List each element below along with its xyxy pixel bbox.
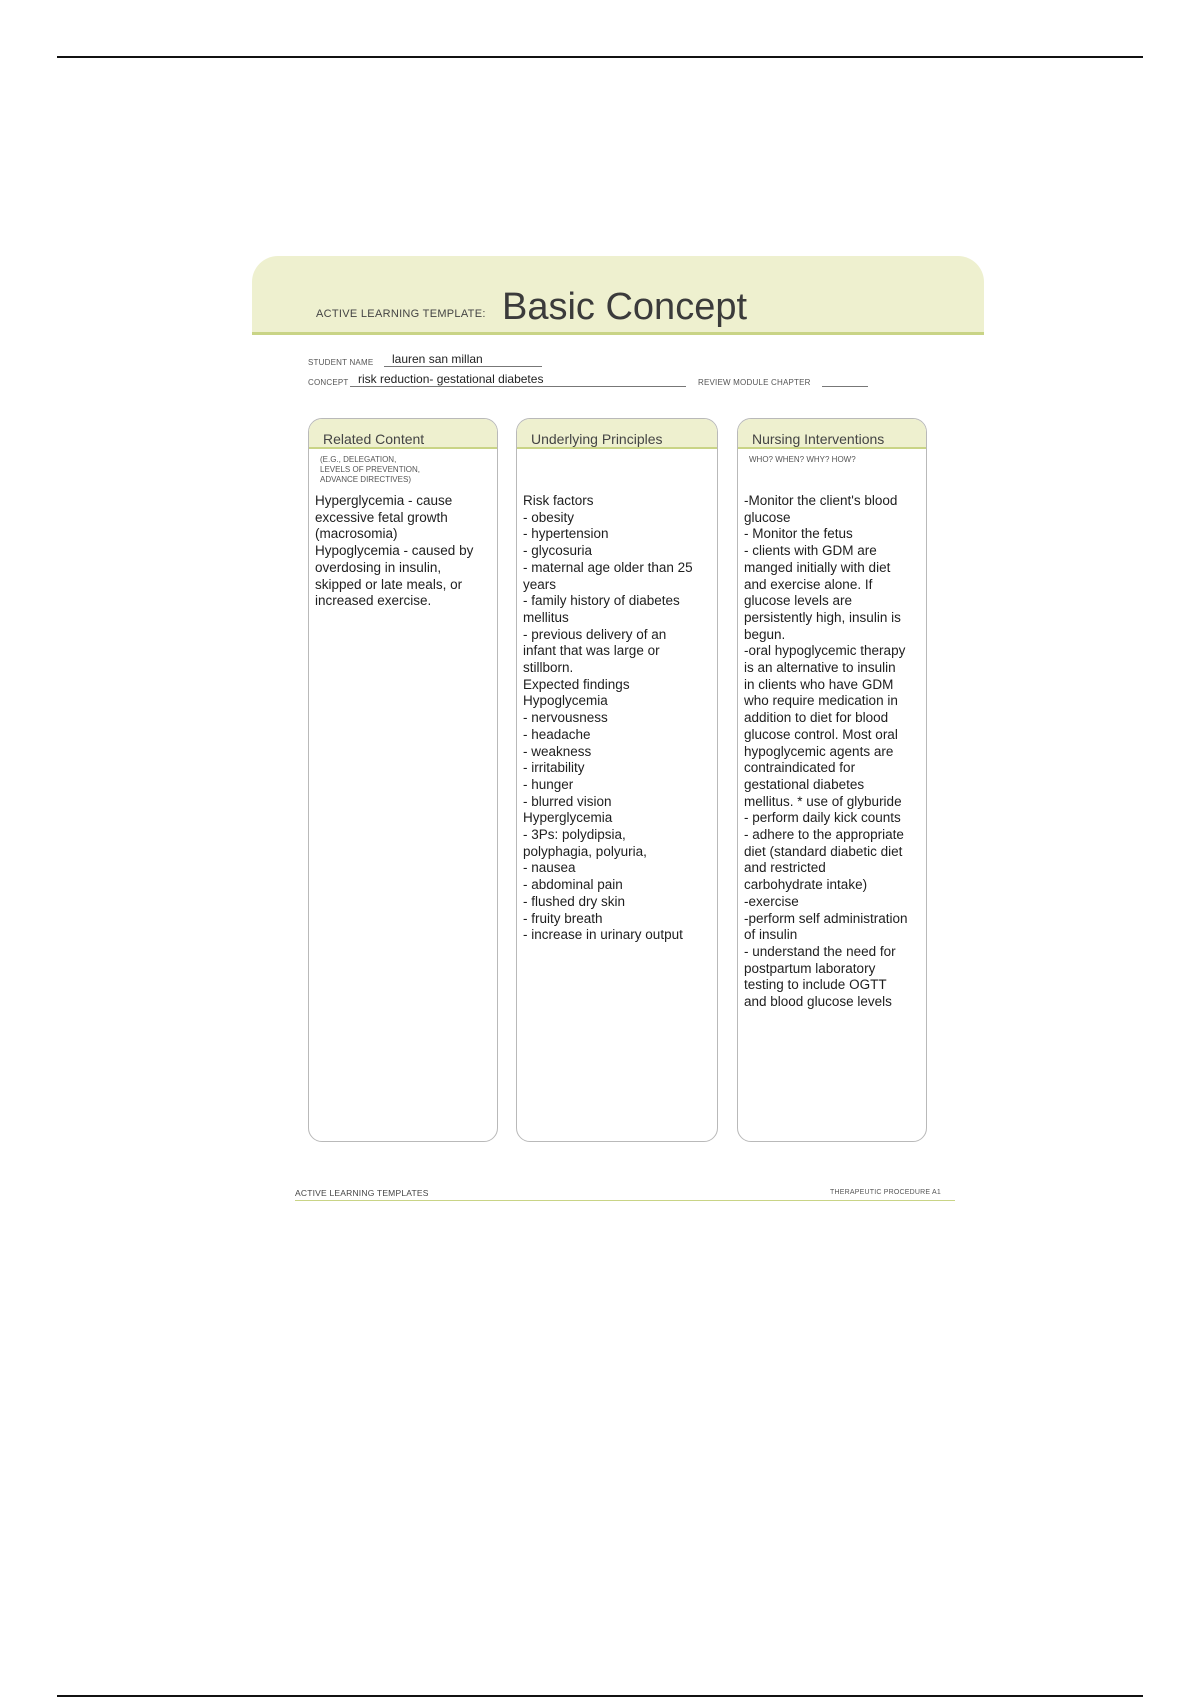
footer-right-label: THERAPEUTIC PROCEDURE A1 [830,1189,941,1196]
concept-value: risk reduction- gestational diabetes [358,372,544,386]
concept-underline [350,386,686,387]
student-name-value: lauren san millan [392,352,483,366]
column-header: Nursing Interventions [738,419,926,449]
column-subheader: (E.G., DELEGATION, LEVELS OF PREVENTION, ADVANCE DIRECTIVES) [320,455,421,484]
page-top-rule [57,56,1143,58]
column-body: Risk factors - obesity - hypertension - glycosuria - maternal age older than 25 years - family history of diabetes mellitus - previous delivery of an infant that was large or stillborn. Expected findings Hypoglycemia - nervousness - headache - weakness - irritability - hunger - blurred vision Hyperglycemia - 3Ps: polydipsia, polyphagia, polyuria, - nausea - abdominal pain - flushed dry skin - fruity breath - increase in urinary output [523,493,693,943]
column-underlying-principles [516,418,718,1142]
footer-rule [295,1200,955,1201]
column-body: Hyperglycemia - cause excessive fetal growth (macrosomia) Hypoglycemia - caused by overdosing in insulin, skipped or late meals, or increased exercise. [315,493,474,609]
column-nursing-interventions [737,418,927,1142]
column-related-content [308,418,498,1142]
banner-label: ACTIVE LEARNING TEMPLATE: [316,308,486,320]
review-module-underline [822,386,868,387]
page-bottom-rule [57,1695,1143,1697]
column-subheader [517,449,717,493]
concept-label: CONCEPT [308,378,349,387]
footer-left-label: ACTIVE LEARNING TEMPLATES [295,1188,429,1198]
template-sheet [252,256,984,1204]
template-banner [252,256,984,335]
student-name-label: STUDENT NAME [308,358,374,367]
student-name-underline [384,366,542,367]
page-title: Basic Concept [502,286,748,328]
column-header: Underlying Principles [517,419,717,449]
review-module-label: REVIEW MODULE CHAPTER [698,378,811,387]
column-body: -Monitor the client's blood glucose - Monitor the fetus - clients with GDM are manged initially with diet and exercise alone. If glucose levels are persistently high, insulin is begun. -oral hypoglycemic therapy is an alternative to insulin in clients who have GDM who require medication in addition to diet for blood glucose control. Most oral hypoglycemic agents are contraindicated for gestational diabetes mellitus. * use of glyburide - perform daily kick counts - adhere to the appropriate diet (standard diabetic diet and restricted carbohydrate intake) -exercise -perform self administration of insulin - understand the need for postpartum laboratory testing to include OGTT and blood glucose levels [744,493,908,1010]
column-subheader: WHO? WHEN? WHY? HOW? [749,455,856,464]
column-header: Related Content [309,419,497,449]
